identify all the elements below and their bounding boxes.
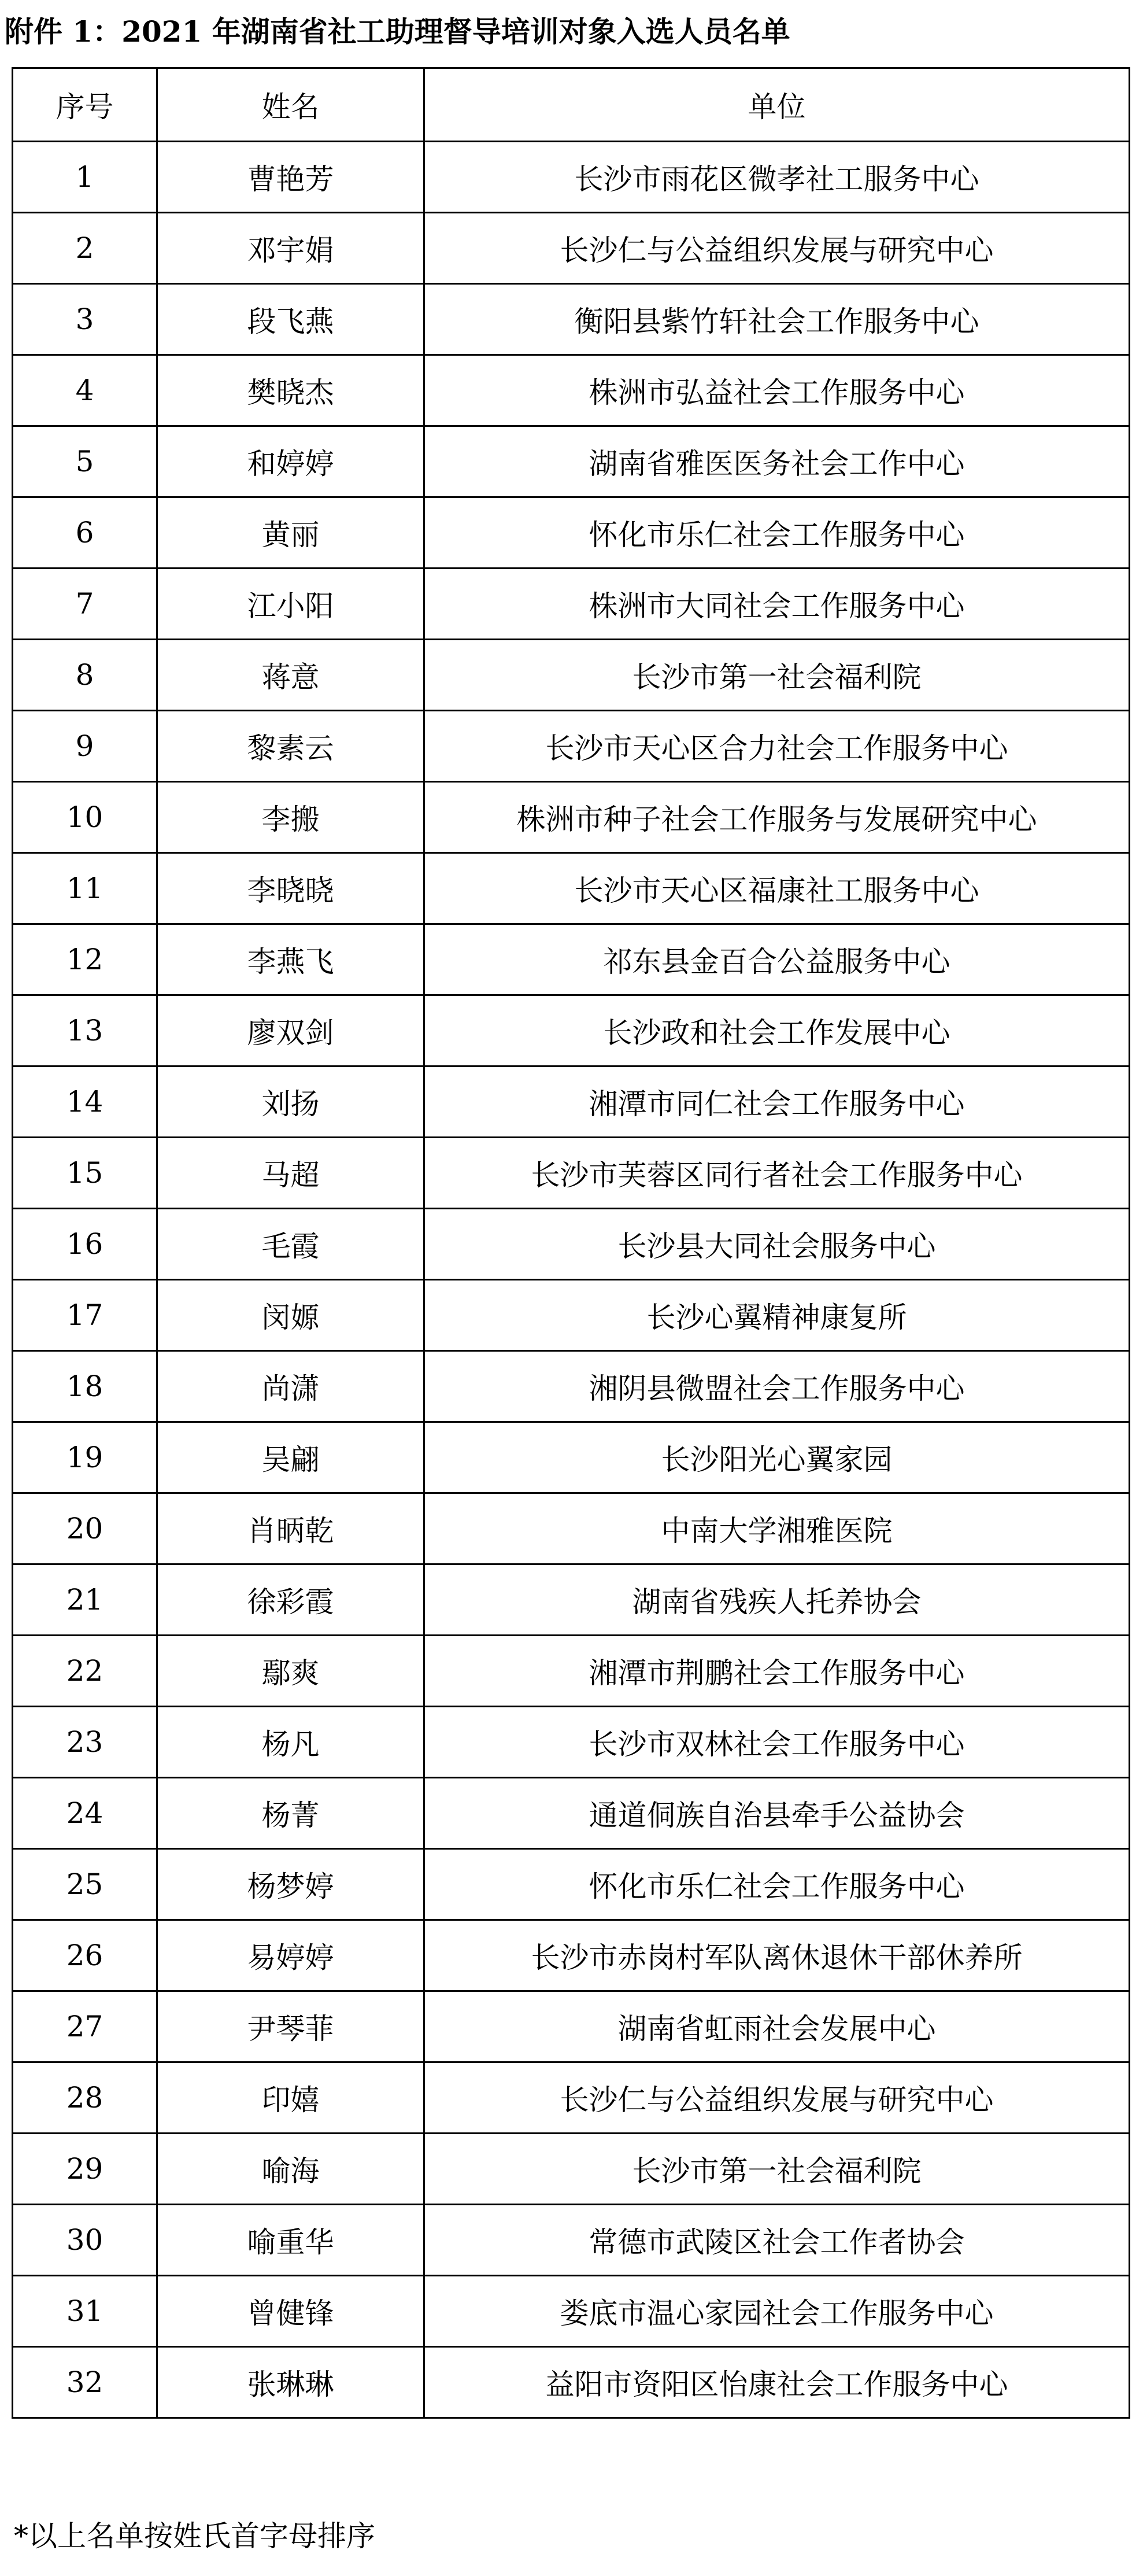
- cell-index: 12: [13, 924, 157, 995]
- table-row: [13, 1351, 1130, 1422]
- cell-index: 28: [13, 2062, 157, 2134]
- cell-name: 喻重华: [157, 2205, 424, 2276]
- cell-index: 15: [13, 1138, 157, 1209]
- cell-name: 徐彩霞: [157, 1564, 424, 1636]
- table-row: [13, 711, 1130, 782]
- cell-name: 黄丽: [157, 497, 424, 569]
- roster-table: [12, 67, 1130, 2419]
- cell-index: 32: [13, 2347, 157, 2418]
- table-row: [13, 2276, 1130, 2347]
- table-row: [13, 1778, 1130, 1849]
- cell-unit: 中南大学湘雅医院: [424, 1493, 1130, 1564]
- cell-name: 曾健锋: [157, 2276, 424, 2347]
- cell-unit: 长沙心翼精神康复所: [424, 1280, 1130, 1351]
- table-row: [13, 1422, 1130, 1493]
- table-row: [13, 782, 1130, 853]
- cell-unit: 怀化市乐仁社会工作服务中心: [424, 497, 1130, 569]
- cell-name: 吴翩: [157, 1422, 424, 1493]
- cell-unit: 长沙市第一社会福利院: [424, 640, 1130, 711]
- cell-unit: 常德市武陵区社会工作者协会: [424, 2205, 1130, 2276]
- cell-unit: 株洲市大同社会工作服务中心: [424, 569, 1130, 640]
- cell-name: 刘扬: [157, 1066, 424, 1138]
- header-name: 姓名: [157, 68, 424, 142]
- table-row: [13, 1138, 1130, 1209]
- header-index: 序号: [13, 68, 157, 142]
- cell-index: 8: [13, 640, 157, 711]
- cell-index: 9: [13, 711, 157, 782]
- table-row: [13, 995, 1130, 1066]
- cell-name: 闵嫄: [157, 1280, 424, 1351]
- table-row: [13, 1707, 1130, 1778]
- table-row: [13, 1280, 1130, 1351]
- table-row: [13, 426, 1130, 497]
- cell-unit: 怀化市乐仁社会工作服务中心: [424, 1849, 1130, 1920]
- cell-unit: 湘阴县微盟社会工作服务中心: [424, 1351, 1130, 1422]
- cell-unit: 长沙政和社会工作发展中心: [424, 995, 1130, 1066]
- cell-name: 喻海: [157, 2134, 424, 2205]
- table-row: [13, 2347, 1130, 2418]
- cell-index: 5: [13, 426, 157, 497]
- cell-index: 17: [13, 1280, 157, 1351]
- cell-index: 4: [13, 355, 157, 426]
- cell-unit: 长沙市雨花区微孝社工服务中心: [424, 142, 1130, 213]
- cell-name: 邓宇娟: [157, 213, 424, 284]
- cell-unit: 株洲市种子社会工作服务与发展研究中心: [424, 782, 1130, 853]
- cell-index: 1: [13, 142, 157, 213]
- cell-unit: 长沙仁与公益组织发展与研究中心: [424, 213, 1130, 284]
- table-row: [13, 1991, 1130, 2062]
- cell-unit: 通道侗族自治县牵手公益协会: [424, 1778, 1130, 1849]
- table-row: [13, 924, 1130, 995]
- table-row: [13, 569, 1130, 640]
- table-header-row: [13, 68, 1130, 142]
- cell-name: 廖双剑: [157, 995, 424, 1066]
- table-row: [13, 2205, 1130, 2276]
- cell-index: 7: [13, 569, 157, 640]
- cell-unit: 长沙市天心区合力社会工作服务中心: [424, 711, 1130, 782]
- cell-index: 29: [13, 2134, 157, 2205]
- cell-index: 24: [13, 1778, 157, 1849]
- cell-index: 23: [13, 1707, 157, 1778]
- cell-name: 李晓晓: [157, 853, 424, 924]
- cell-unit: 湖南省虹雨社会发展中心: [424, 1991, 1130, 2062]
- cell-unit: 祁东县金百合公益服务中心: [424, 924, 1130, 995]
- header-unit: 单位: [424, 68, 1130, 142]
- cell-index: 27: [13, 1991, 157, 2062]
- table-row: [13, 1849, 1130, 1920]
- cell-name: 鄢爽: [157, 1636, 424, 1707]
- cell-unit: 长沙市第一社会福利院: [424, 2134, 1130, 2205]
- document-title: 附件 1：2021 年湖南省社工助理督导培训对象入选人员名单: [5, 14, 790, 49]
- cell-name: 易婷婷: [157, 1920, 424, 1991]
- table-row: [13, 2134, 1130, 2205]
- cell-unit: 湘潭市同仁社会工作服务中心: [424, 1066, 1130, 1138]
- sort-footnote: *以上名单按姓氏首字母排序: [14, 2519, 375, 2553]
- cell-unit: 益阳市资阳区怡康社会工作服务中心: [424, 2347, 1130, 2418]
- cell-index: 10: [13, 782, 157, 853]
- cell-name: 毛霞: [157, 1209, 424, 1280]
- cell-name: 李燕飞: [157, 924, 424, 995]
- cell-index: 2: [13, 213, 157, 284]
- table-row: [13, 1636, 1130, 1707]
- cell-name: 段飞燕: [157, 284, 424, 355]
- table-row: [13, 1209, 1130, 1280]
- cell-index: 31: [13, 2276, 157, 2347]
- cell-name: 樊晓杰: [157, 355, 424, 426]
- cell-name: 蒋意: [157, 640, 424, 711]
- cell-index: 13: [13, 995, 157, 1066]
- cell-name: 和婷婷: [157, 426, 424, 497]
- table-row: [13, 1493, 1130, 1564]
- cell-name: 黎素云: [157, 711, 424, 782]
- table-row: [13, 1066, 1130, 1138]
- cell-unit: 长沙市赤岗村军队离休退休干部休养所: [424, 1920, 1130, 1991]
- cell-index: 18: [13, 1351, 157, 1422]
- cell-name: 尹琴菲: [157, 1991, 424, 2062]
- cell-unit: 长沙市双林社会工作服务中心: [424, 1707, 1130, 1778]
- cell-index: 11: [13, 853, 157, 924]
- cell-unit: 湖南省残疾人托养协会: [424, 1564, 1130, 1636]
- table-row: [13, 284, 1130, 355]
- cell-unit: 长沙县大同社会服务中心: [424, 1209, 1130, 1280]
- cell-index: 26: [13, 1920, 157, 1991]
- table-row: [13, 640, 1130, 711]
- cell-name: 李搬: [157, 782, 424, 853]
- cell-name: 杨凡: [157, 1707, 424, 1778]
- table-row: [13, 213, 1130, 284]
- table-row: [13, 142, 1130, 213]
- table-row: [13, 497, 1130, 569]
- cell-name: 杨梦婷: [157, 1849, 424, 1920]
- table-row: [13, 355, 1130, 426]
- cell-name: 尚潇: [157, 1351, 424, 1422]
- cell-name: 杨菁: [157, 1778, 424, 1849]
- cell-name: 印嬉: [157, 2062, 424, 2134]
- cell-unit: 娄底市温心家园社会工作服务中心: [424, 2276, 1130, 2347]
- cell-index: 19: [13, 1422, 157, 1493]
- cell-unit: 衡阳县紫竹轩社会工作服务中心: [424, 284, 1130, 355]
- roster-table-body: [13, 142, 1130, 2418]
- cell-index: 22: [13, 1636, 157, 1707]
- cell-unit: 长沙仁与公益组织发展与研究中心: [424, 2062, 1130, 2134]
- table-row: [13, 2062, 1130, 2134]
- cell-unit: 湘潭市荆鹏社会工作服务中心: [424, 1636, 1130, 1707]
- table-row: [13, 1564, 1130, 1636]
- cell-index: 6: [13, 497, 157, 569]
- cell-name: 肖昞乾: [157, 1493, 424, 1564]
- cell-name: 江小阳: [157, 569, 424, 640]
- cell-index: 30: [13, 2205, 157, 2276]
- cell-index: 20: [13, 1493, 157, 1564]
- cell-index: 25: [13, 1849, 157, 1920]
- cell-unit: 长沙市芙蓉区同行者社会工作服务中心: [424, 1138, 1130, 1209]
- table-row: [13, 1920, 1130, 1991]
- cell-name: 张琳琳: [157, 2347, 424, 2418]
- cell-unit: 长沙市天心区福康社工服务中心: [424, 853, 1130, 924]
- table-row: [13, 853, 1130, 924]
- cell-unit: 湖南省雅医医务社会工作中心: [424, 426, 1130, 497]
- cell-index: 21: [13, 1564, 157, 1636]
- cell-index: 14: [13, 1066, 157, 1138]
- cell-name: 曹艳芳: [157, 142, 424, 213]
- cell-index: 16: [13, 1209, 157, 1280]
- cell-unit: 株洲市弘益社会工作服务中心: [424, 355, 1130, 426]
- cell-name: 马超: [157, 1138, 424, 1209]
- cell-unit: 长沙阳光心翼家园: [424, 1422, 1130, 1493]
- cell-index: 3: [13, 284, 157, 355]
